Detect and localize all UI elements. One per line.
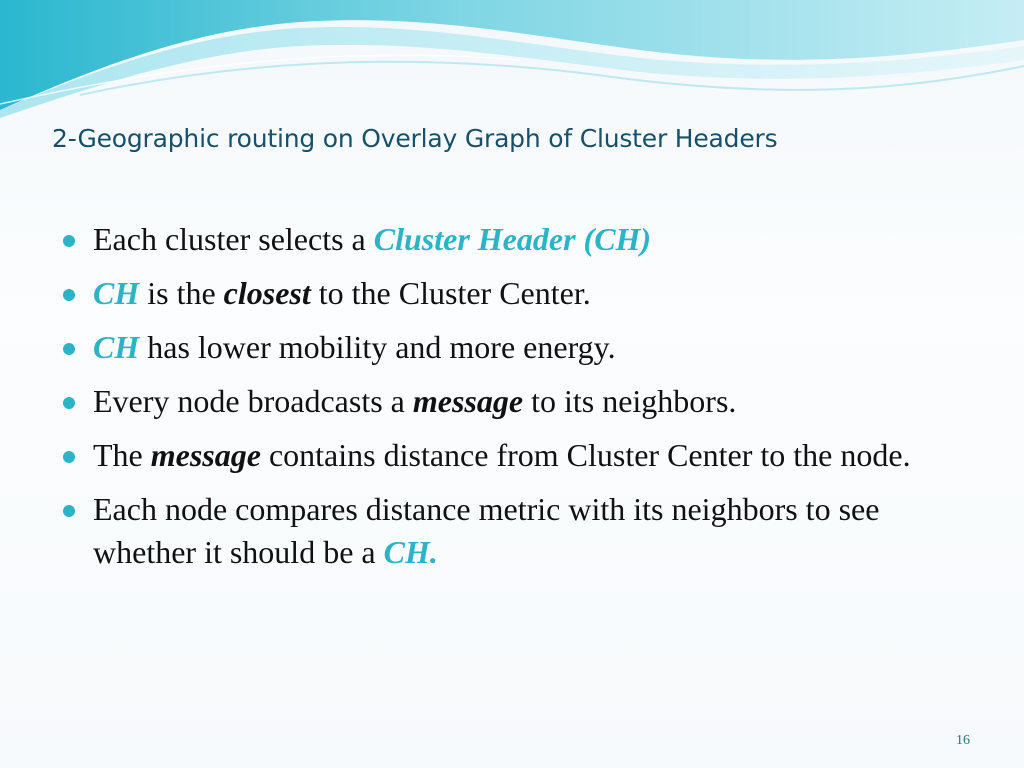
bullet-text: contains distance from Cluster Center to the node. (260, 437, 911, 473)
bullet-item (62, 218, 982, 261)
bullet-dot-icon (63, 397, 75, 409)
highlight-term: Cluster Header (CH) (373, 221, 652, 257)
bullet-text: has lower mobility and more energy. (139, 329, 616, 365)
emphasis-term: message (150, 437, 261, 473)
bullet-text: The (93, 437, 151, 473)
bullet-item (62, 380, 982, 423)
bullet-dot-icon (63, 505, 75, 517)
bullet-list (62, 218, 982, 585)
bullet-text: is the (139, 275, 224, 311)
bullet-item (62, 326, 982, 369)
highlight-term: CH (93, 329, 140, 365)
emphasis-term: message (412, 383, 524, 419)
bullet-dot-icon (63, 343, 75, 355)
header-wave-decoration (0, 0, 1024, 120)
page-number: 16 (956, 733, 970, 748)
bullet-text: to the Cluster Center. (310, 275, 591, 311)
bullet-text: to its neighbors. (523, 383, 737, 419)
bullet-text: Each node compares distance metric with its neighbors to see whether it should be a (93, 491, 880, 570)
bullet-text: Every node broadcasts a (93, 383, 413, 419)
bullet-item (62, 488, 982, 574)
emphasis-term: closest (223, 275, 311, 311)
bullet-dot-icon (63, 235, 75, 247)
bullet-item (62, 272, 982, 315)
bullet-dot-icon (63, 451, 75, 463)
bullet-item (62, 434, 982, 477)
bullet-dot-icon (63, 289, 75, 301)
highlight-term: CH (93, 275, 140, 311)
highlight-term: CH. (383, 534, 438, 570)
slide-title: 2-Geographic routing on Overlay Graph of Cluster Headers (52, 124, 778, 153)
bullet-text: Each cluster selects a (93, 221, 374, 257)
